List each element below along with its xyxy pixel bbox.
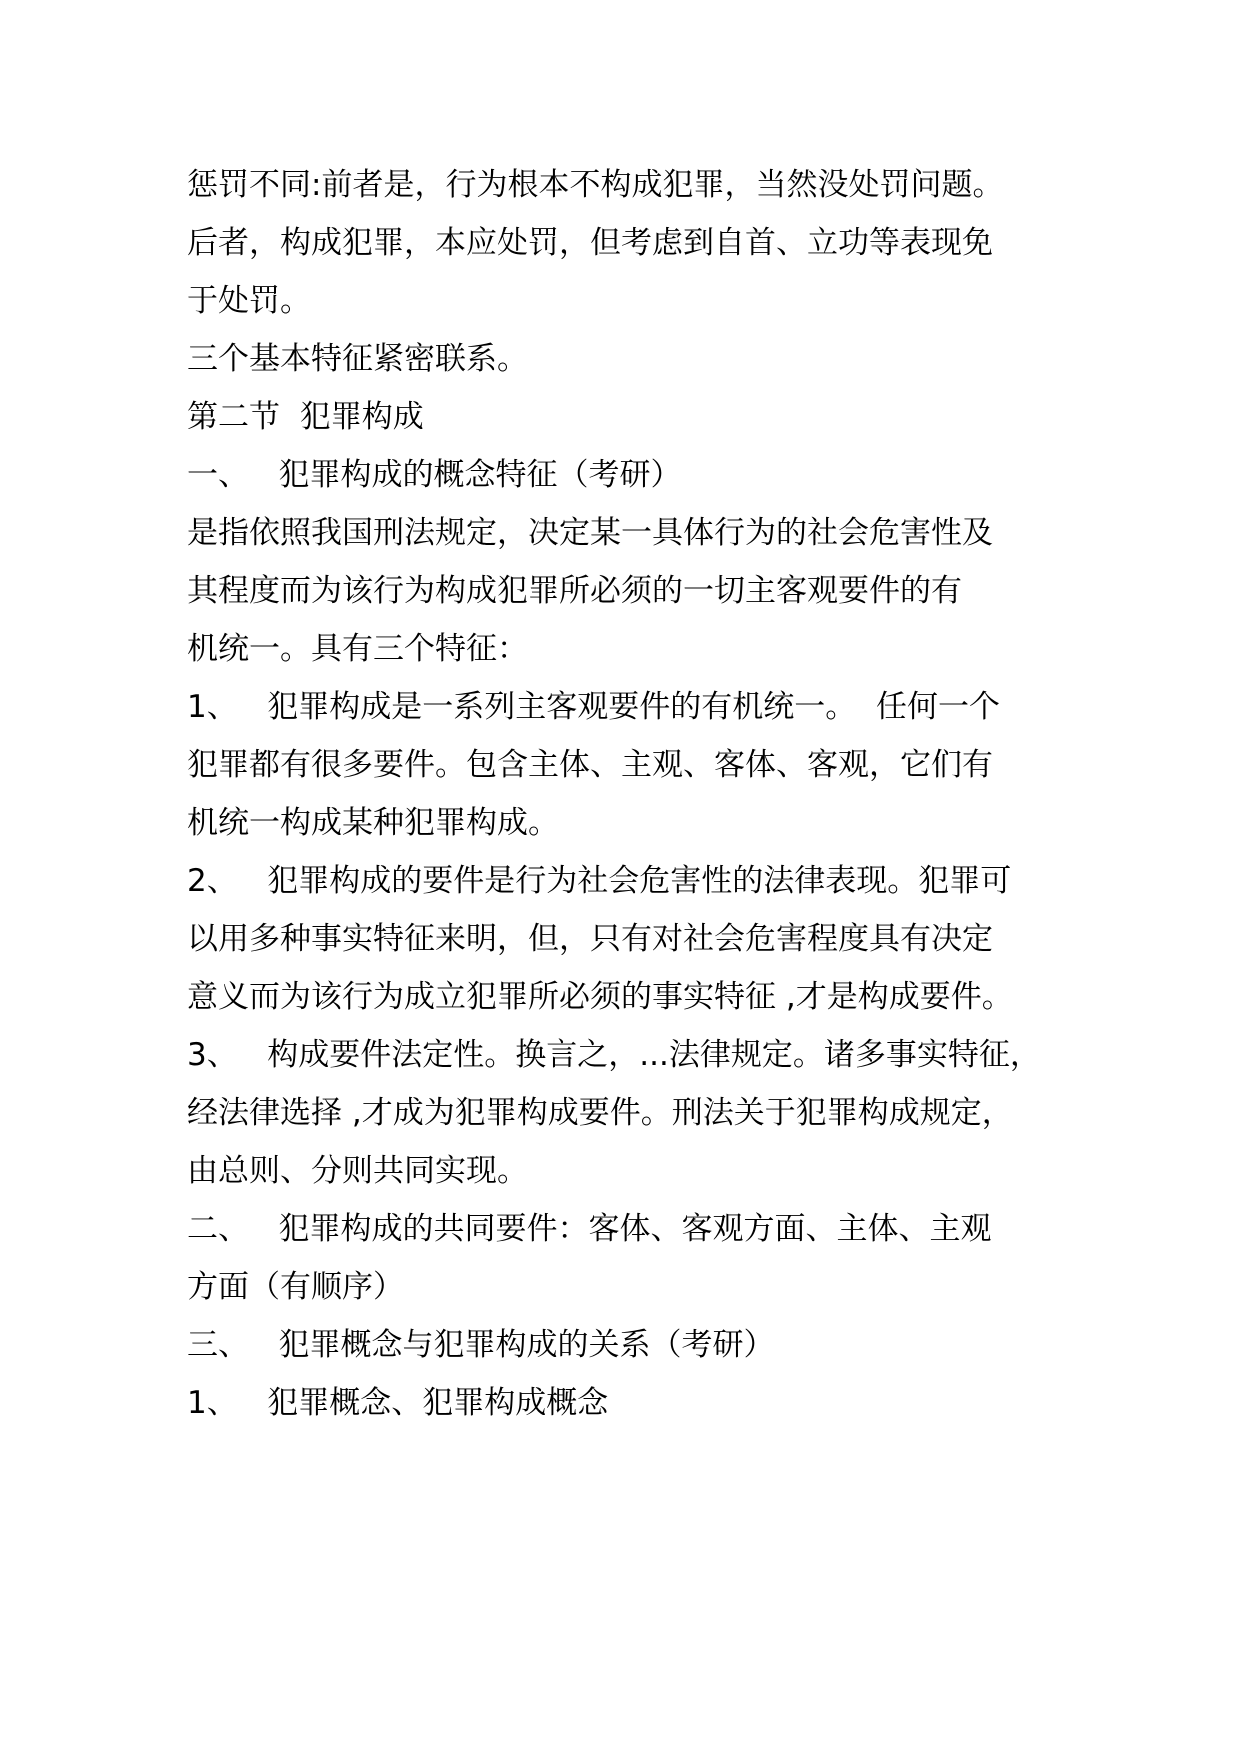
text-line: 意义而为该行为成立犯罪所必须的事实特征 ,才是构成要件。	[187, 979, 1013, 1015]
text-line: 以用多种事实特征来明，但，只有对社会危害程度具有决定	[187, 921, 993, 957]
text-line: 方面（有顺序）	[187, 1269, 404, 1305]
text-line: 于处罚。	[187, 283, 311, 319]
list-item: 3、 构成要件法定性。换言之，...法律规定。诸多事实特征，	[187, 1037, 1041, 1073]
text-line: 三个基本特征紧密联系。	[187, 341, 528, 377]
subsection-heading: 三、 犯罪概念与犯罪构成的关系（考研）	[187, 1327, 775, 1363]
text-line: 惩罚不同:前者是，行为根本不构成犯罪，当然没处罚问题。	[187, 167, 1004, 203]
text-line: 犯罪都有很多要件。包含主体、主观、客体、客观，它们有	[187, 747, 993, 783]
text-line: 机统一构成某种犯罪构成。	[187, 805, 559, 841]
text-line: 是指依照我国刑法规定，决定某一具体行为的社会危害性及	[187, 515, 993, 551]
text-line: 经法律选择 ,才成为犯罪构成要件。刑法关于犯罪构成规定，	[187, 1095, 1013, 1131]
subsection-heading: 二、 犯罪构成的共同要件：客体、客观方面、主体、主观	[187, 1211, 992, 1247]
text-line: 其程度而为该行为构成犯罪所必须的一切主客观要件的有	[187, 573, 962, 609]
list-item: 2、 犯罪构成的要件是行为社会危害性的法律表现。犯罪可	[187, 863, 1012, 899]
text-line: 由总则、分则共同实现。	[187, 1153, 528, 1189]
subsection-heading: 一、 犯罪构成的概念特征（考研）	[187, 457, 682, 493]
text-line: 机统一。具有三个特征：	[187, 631, 528, 667]
list-item: 1、 犯罪概念、犯罪构成概念	[187, 1385, 609, 1421]
text-line: 后者，构成犯罪，本应处罚，但考虑到自首、立功等表现免	[187, 225, 993, 261]
list-item: 1、 犯罪构成是一系列主客观要件的有机统一。 任何一个	[187, 689, 1000, 725]
section-heading: 第二节 犯罪构成	[187, 399, 424, 435]
